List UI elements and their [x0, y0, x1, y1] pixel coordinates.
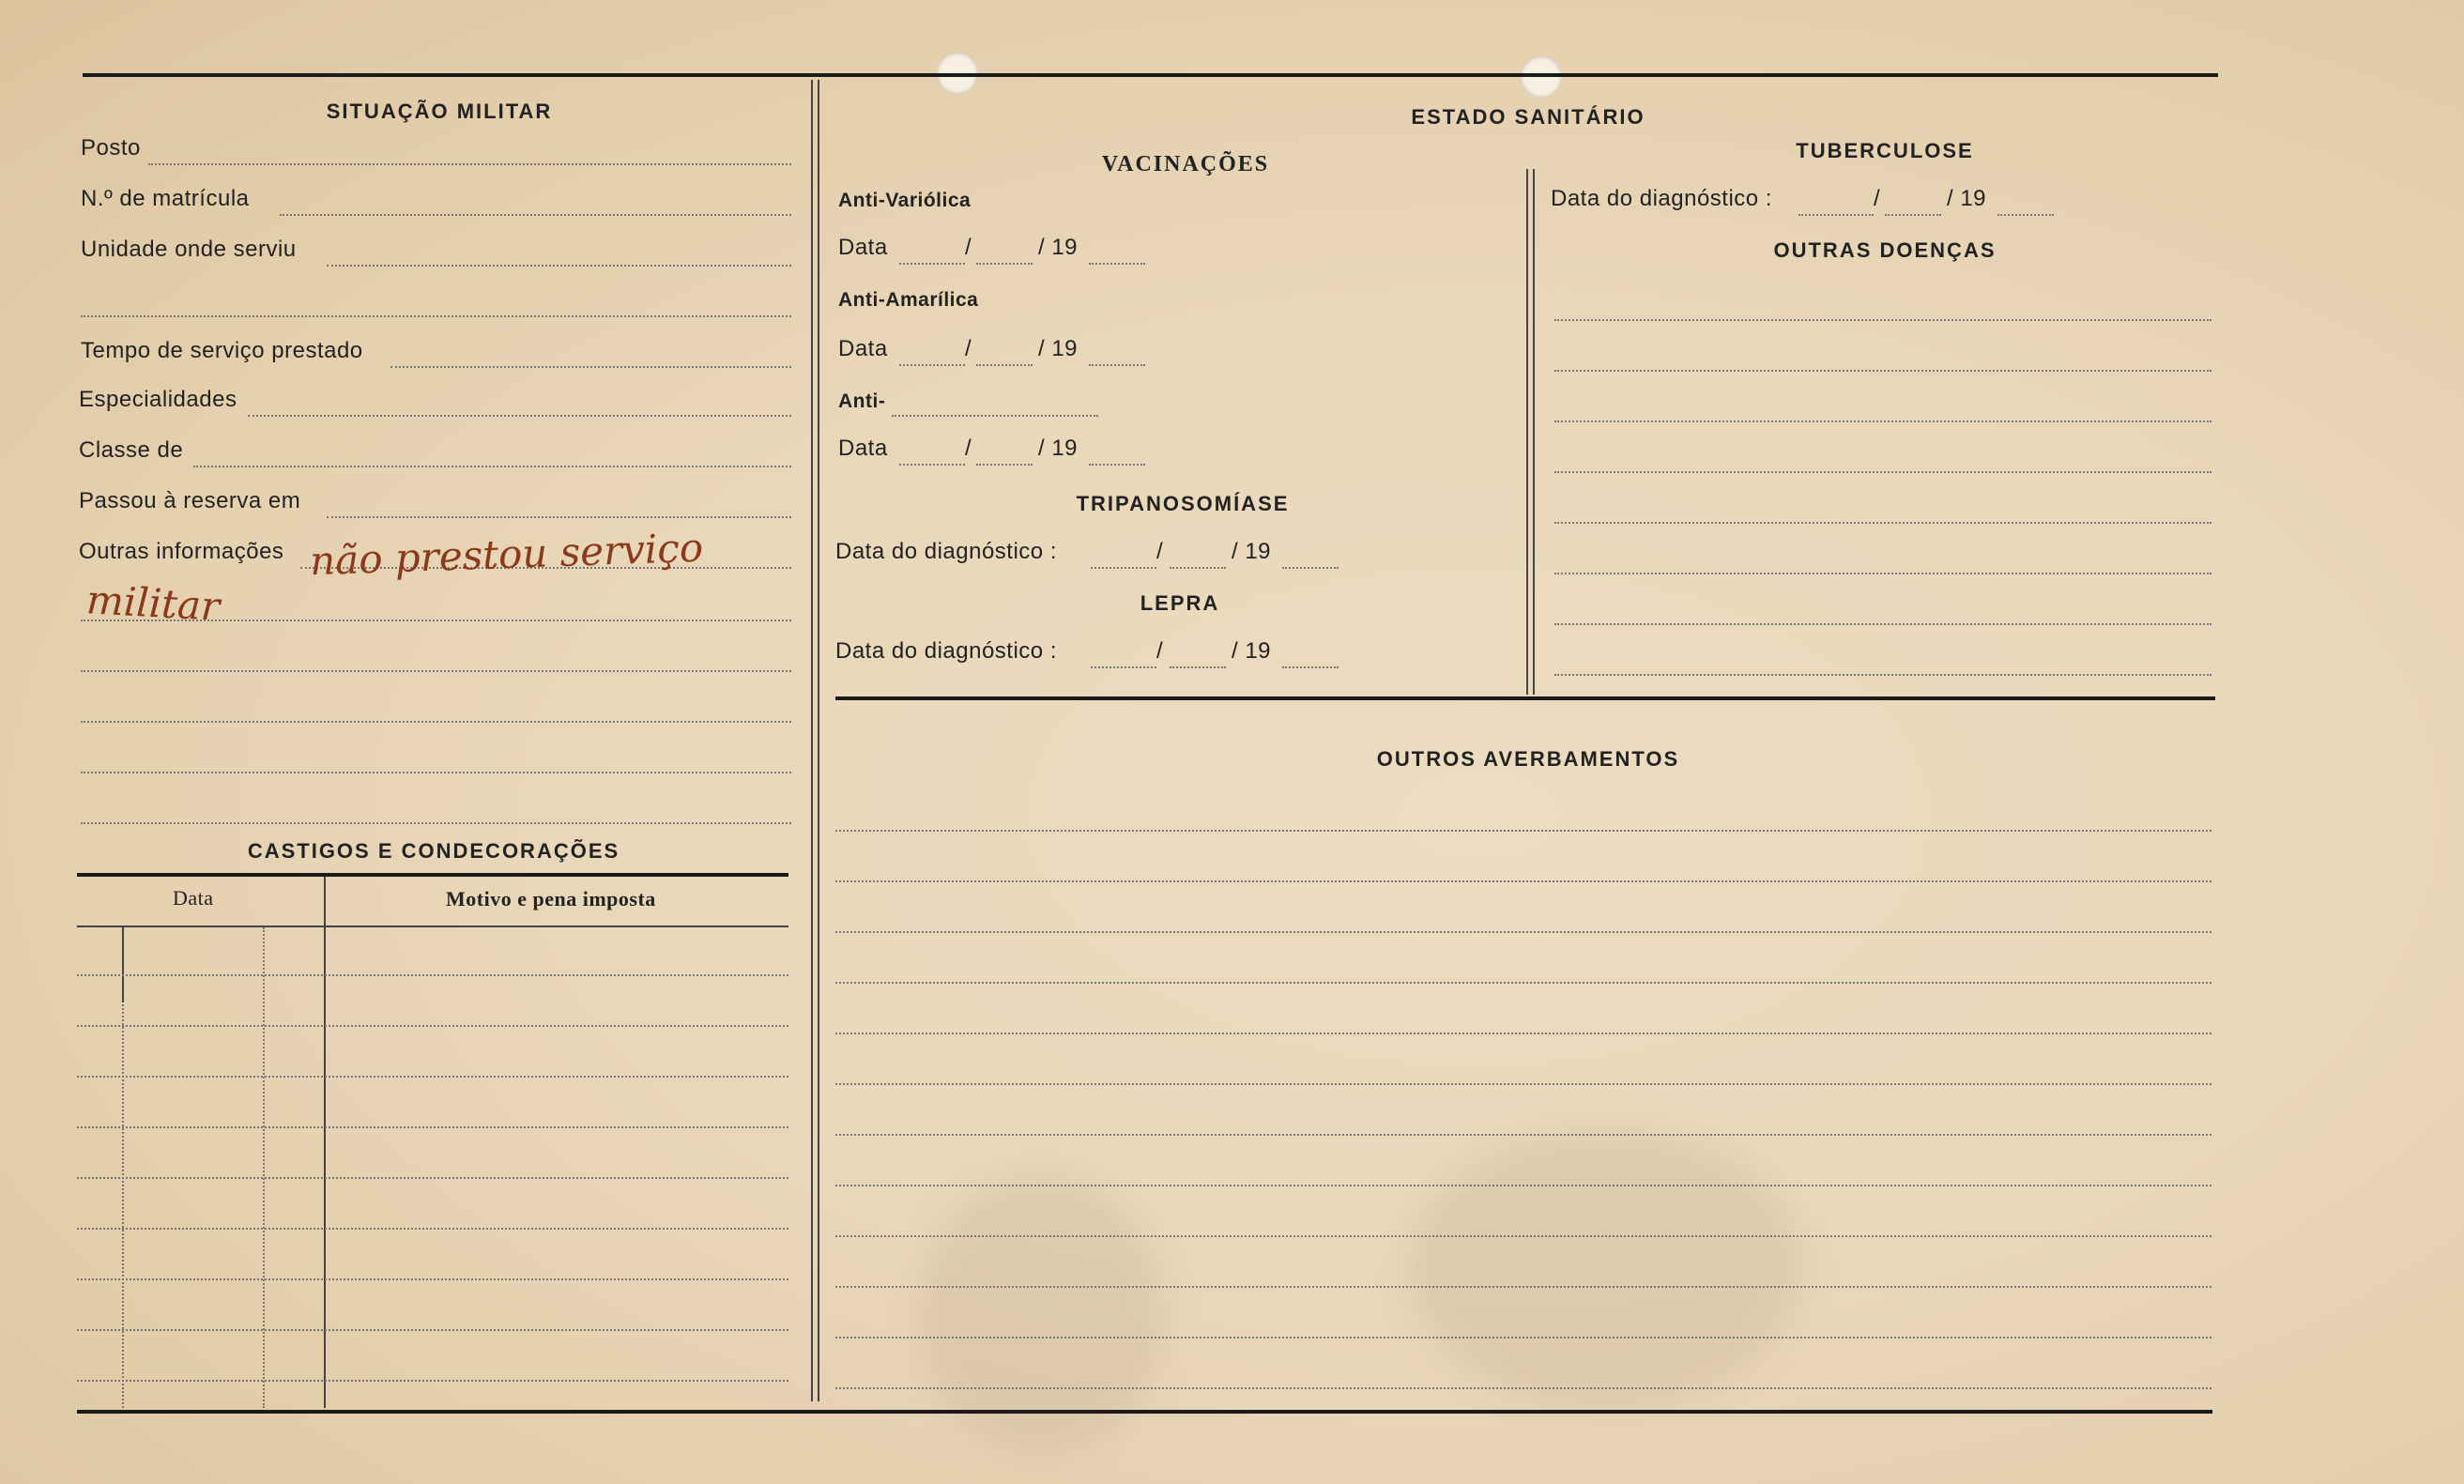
- date-separator: /: [1156, 638, 1164, 664]
- field-classe[interactable]: [193, 466, 791, 467]
- label-unidade: Unidade onde serviu: [81, 237, 297, 262]
- table-row[interactable]: [77, 1329, 788, 1331]
- table-row[interactable]: [77, 1228, 788, 1230]
- table-row[interactable]: [77, 1278, 788, 1280]
- field-date-year[interactable]: [1089, 464, 1145, 466]
- field-date-month[interactable]: [1170, 567, 1226, 569]
- table-row[interactable]: [77, 974, 788, 976]
- section-title-castigos: CASTIGOS E CONDECORAÇÕES: [247, 839, 620, 863]
- label-classe: Classe de: [79, 437, 184, 463]
- field-averbamentos-line[interactable]: [835, 982, 2211, 984]
- field-date-year[interactable]: [1089, 364, 1145, 366]
- field-tempo-servico[interactable]: [390, 366, 791, 368]
- field-date-day[interactable]: [899, 364, 965, 366]
- label-posto: Posto: [81, 135, 141, 161]
- field-averbamentos-line[interactable]: [835, 1337, 2211, 1339]
- field-date-day[interactable]: [1091, 666, 1156, 668]
- label-anti-amarilica: Anti-Amarílica: [838, 289, 979, 311]
- top-border: [83, 73, 2218, 77]
- date-separator: /: [965, 336, 972, 361]
- field-outras-doencas-line[interactable]: [1554, 623, 2211, 625]
- field-date-month[interactable]: [1170, 666, 1226, 668]
- label-data-diagnostico: Data do diagnóstico :: [835, 539, 1057, 564]
- subtitle-tripanosomiase: TRIPANOSOMÍASE: [1076, 492, 1290, 515]
- date-separator: /: [1874, 186, 1881, 211]
- field-reserva[interactable]: [327, 516, 791, 518]
- date-year-prefix: / 19: [1232, 539, 1272, 564]
- field-date-day[interactable]: [1798, 214, 1874, 216]
- table-top-rule: [77, 873, 788, 877]
- field-outras-doencas-line[interactable]: [1554, 674, 2211, 676]
- table-header-rule: [77, 926, 788, 927]
- field-averbamentos-line[interactable]: [835, 1083, 2211, 1085]
- label-data-diagnostico: Data do diagnóstico :: [835, 638, 1057, 664]
- field-averbamentos-line[interactable]: [835, 1185, 2211, 1186]
- field-date-month[interactable]: [976, 464, 1033, 466]
- column-header-data: Data: [173, 886, 214, 910]
- column-divider-left: [818, 80, 819, 1401]
- field-averbamentos-line[interactable]: [835, 1387, 2211, 1389]
- field-especialidades[interactable]: [248, 415, 791, 417]
- field-unidade[interactable]: [327, 265, 791, 267]
- handwritten-note: militar: [84, 576, 222, 630]
- date-year-prefix: / 19: [1232, 638, 1272, 664]
- table-column-divider: [263, 927, 265, 1408]
- field-averbamentos-line[interactable]: [835, 1286, 2211, 1288]
- paper-stain: [1408, 1126, 1802, 1408]
- label-anti: Anti-: [838, 390, 886, 412]
- field-outras-doencas-line[interactable]: [1554, 471, 2211, 473]
- section-title-estado-sanitario: ESTADO SANITÁRIO: [1411, 105, 1645, 129]
- table-row[interactable]: [77, 1076, 788, 1078]
- bottom-border: [77, 1410, 2212, 1414]
- label-anti-variolica: Anti-Variólica: [838, 190, 972, 211]
- date-year-prefix: / 19: [1038, 436, 1079, 461]
- subtitle-tuberculose: TUBERCULOSE: [1796, 139, 1974, 162]
- subtitle-vacinacoes: VACINAÇÕES: [1101, 152, 1270, 176]
- label-data: Data: [838, 235, 888, 260]
- section-title-situacao-militar: SITUAÇÃO MILITAR: [326, 99, 553, 123]
- label-data-diagnostico-tb: Data do diagnóstico :: [1551, 186, 1772, 211]
- label-data: Data: [838, 336, 888, 361]
- column-divider-right: [1526, 169, 1528, 695]
- field-outras-doencas-line[interactable]: [1554, 522, 2211, 524]
- field-averbamentos-line[interactable]: [835, 1033, 2211, 1034]
- table-row[interactable]: [77, 1126, 788, 1128]
- label-outras-informacoes: Outras informações: [79, 539, 284, 564]
- table-row[interactable]: [77, 1025, 788, 1027]
- field-date-year[interactable]: [1997, 214, 2054, 216]
- column-divider-right: [1533, 169, 1535, 695]
- field-outras-line[interactable]: [81, 670, 791, 672]
- field-outras-line[interactable]: [81, 721, 791, 723]
- table-column-divider: [122, 927, 124, 1002]
- date-separator: /: [965, 436, 972, 461]
- field-averbamentos-line[interactable]: [835, 830, 2211, 832]
- table-row[interactable]: [77, 1380, 788, 1382]
- field-posto[interactable]: [148, 163, 791, 165]
- field-averbamentos-line[interactable]: [835, 880, 2211, 882]
- handwritten-note: não prestou serviço: [309, 524, 704, 585]
- field-outras-doencas-line[interactable]: [1554, 421, 2211, 422]
- field-averbamentos-line[interactable]: [835, 1134, 2211, 1136]
- subtitle-lepra: LEPRA: [1140, 591, 1220, 615]
- subtitle-outras-doencas: OUTRAS DOENÇAS: [1773, 238, 1997, 262]
- label-matricula: N.º de matrícula: [81, 186, 250, 211]
- date-year-prefix: / 19: [1947, 186, 1987, 211]
- field-outras-doencas-line[interactable]: [1554, 319, 2211, 321]
- table-column-divider: [122, 1004, 124, 1408]
- label-data: Data: [838, 436, 888, 461]
- field-anti-other[interactable]: [892, 415, 1098, 417]
- label-especialidades: Especialidades: [79, 387, 237, 412]
- field-date-year[interactable]: [1282, 666, 1339, 668]
- column-header-motivo: Motivo e pena imposta: [446, 887, 656, 910]
- field-outras-line[interactable]: [81, 620, 791, 621]
- punch-hole: [1521, 56, 1562, 98]
- date-separator: /: [1156, 539, 1164, 564]
- table-row[interactable]: [77, 1177, 788, 1179]
- field-outras-line[interactable]: [81, 822, 791, 824]
- date-separator: /: [965, 235, 972, 260]
- field-date-day[interactable]: [899, 464, 965, 466]
- date-year-prefix: / 19: [1038, 235, 1079, 260]
- field-date-month[interactable]: [976, 263, 1033, 265]
- field-outras-doencas-line[interactable]: [1554, 573, 2211, 574]
- section-rule: [835, 696, 2215, 700]
- field-date-month[interactable]: [976, 364, 1033, 366]
- field-unidade-continued[interactable]: [81, 315, 791, 317]
- field-matricula[interactable]: [280, 214, 791, 216]
- field-date-day[interactable]: [1091, 567, 1156, 569]
- field-date-year[interactable]: [1282, 567, 1339, 569]
- field-outras-doencas-line[interactable]: [1554, 370, 2211, 372]
- field-date-year[interactable]: [1089, 263, 1145, 265]
- section-title-outros-averbamentos: OUTROS AVERBAMENTOS: [1376, 747, 1680, 771]
- field-date-day[interactable]: [899, 263, 965, 265]
- field-outras-line[interactable]: [81, 772, 791, 773]
- label-reserva: Passou à reserva em: [79, 488, 301, 513]
- date-year-prefix: / 19: [1038, 336, 1079, 361]
- column-divider-left: [811, 80, 813, 1401]
- label-tempo-servico: Tempo de serviço prestado: [81, 338, 363, 363]
- field-date-month[interactable]: [1885, 214, 1941, 216]
- field-averbamentos-line[interactable]: [835, 1235, 2211, 1237]
- field-averbamentos-line[interactable]: [835, 931, 2211, 933]
